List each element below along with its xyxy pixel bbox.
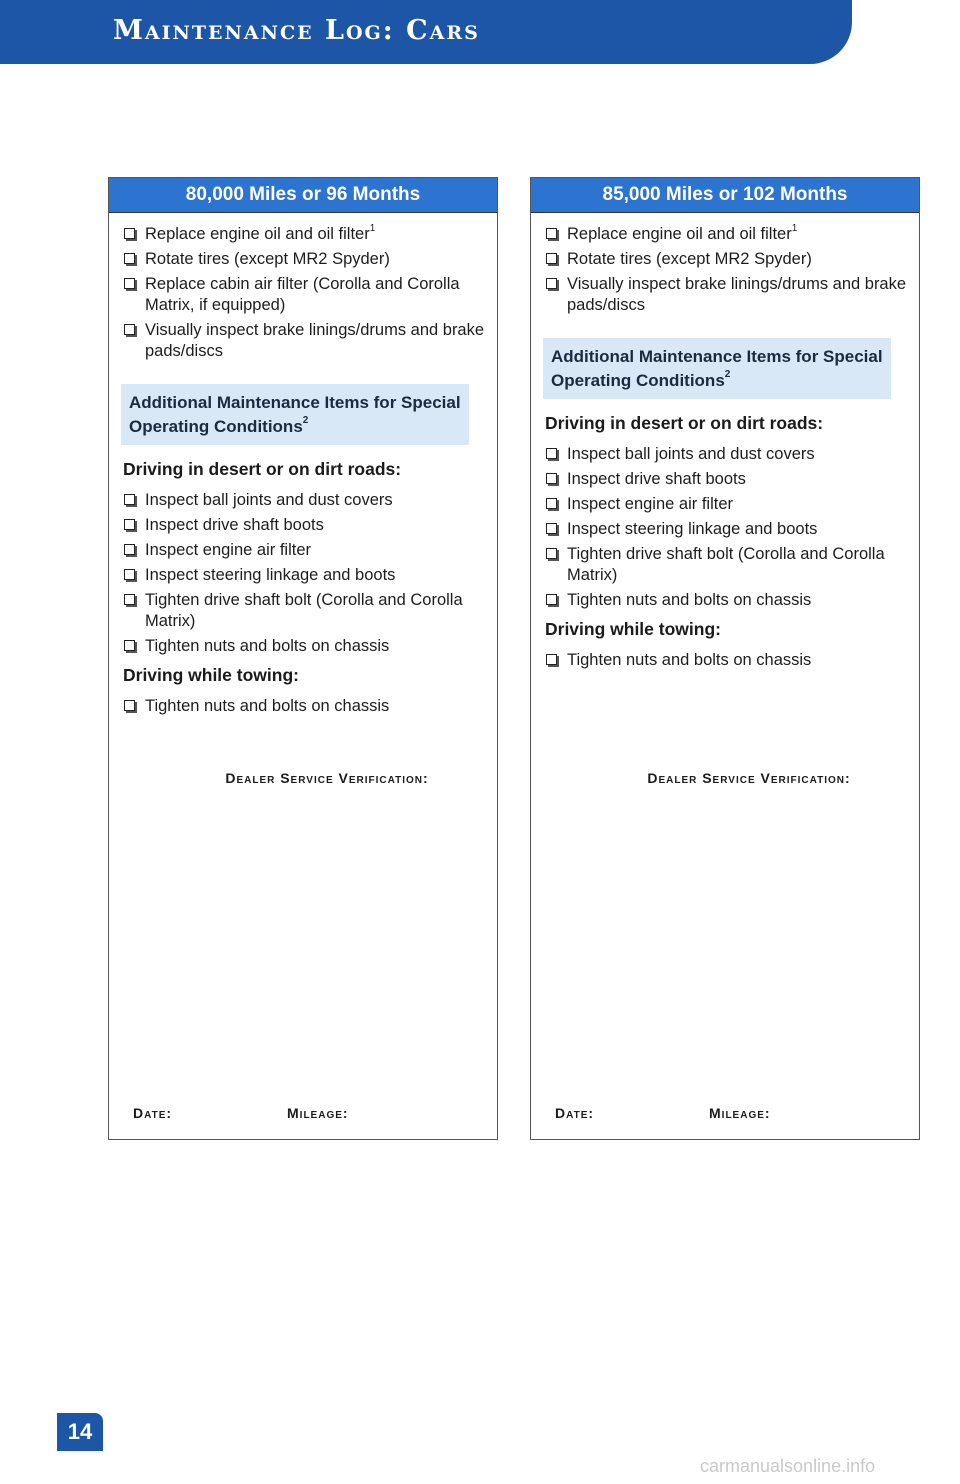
checklist-item-text: Inspect ball joints and dust covers (145, 491, 393, 509)
checkbox[interactable] (124, 324, 135, 335)
special-conditions-title: Additional Maintenance Items for Special Operating Conditions (129, 393, 461, 436)
checkbox[interactable] (124, 569, 135, 580)
checklist-item (545, 469, 909, 490)
checklist-item (123, 590, 487, 632)
checklist-item (545, 519, 909, 540)
checkbox[interactable] (124, 640, 135, 651)
checklist-item-text: Inspect drive shaft boots (145, 516, 324, 534)
towing-checklist (123, 696, 487, 717)
checklist-item (123, 274, 487, 316)
checklist-item-text: Tighten drive shaft bolt (Corolla and Corolla Matrix) (145, 591, 463, 630)
checklist-item-text: Visually inspect brake linings/drums and brake pads/discs (567, 275, 907, 314)
checklist-item (123, 224, 487, 245)
maintenance-card-85000 (530, 177, 920, 1140)
checklist-item (545, 590, 909, 611)
checkbox[interactable] (546, 594, 557, 605)
checklist-item-text: Rotate tires (except MR2 Spyder) (567, 250, 812, 268)
checklist-item-text: Inspect steering linkage and boots (567, 520, 818, 538)
checklist-item (123, 696, 487, 717)
checkbox[interactable] (124, 278, 135, 289)
checkbox[interactable] (124, 494, 135, 505)
page-title: Maintenance Log: Cars (113, 15, 480, 46)
desert-checklist (545, 444, 909, 611)
checkbox[interactable] (546, 654, 557, 665)
checkbox[interactable] (546, 473, 557, 484)
checklist-item-text: Rotate tires (except MR2 Spyder) (145, 250, 390, 268)
towing-heading: Driving while towing: (545, 619, 721, 639)
service-checklist (545, 224, 909, 316)
checklist-item-text: Visually inspect brake linings/drums and brake pads/discs (145, 321, 485, 360)
checklist-item (545, 494, 909, 515)
special-conditions-heading (543, 338, 891, 399)
page-number: 14 (57, 1413, 103, 1451)
checkbox[interactable] (546, 523, 557, 534)
mileage-label: Mileage: (287, 1105, 349, 1121)
card-body (123, 224, 487, 721)
checklist-item (545, 650, 909, 671)
checklist-item-text: Tighten nuts and bolts on chassis (145, 697, 390, 715)
footnote-marker: 2 (302, 415, 309, 427)
checklist-item (545, 274, 909, 316)
checkbox[interactable] (124, 253, 135, 264)
checklist-item-text: Inspect engine air filter (145, 541, 312, 559)
towing-checklist (545, 650, 909, 671)
checklist-item-text: Inspect steering linkage and boots (145, 566, 396, 584)
checkbox[interactable] (546, 253, 557, 264)
checklist-item (123, 490, 487, 511)
checklist-item (123, 249, 487, 270)
card-body (545, 224, 909, 675)
footnote-marker: 1 (791, 222, 798, 234)
mileage-label: Mileage: (709, 1105, 771, 1121)
checklist-item-text: Replace engine oil and oil filter (145, 225, 370, 243)
checklist-item (123, 515, 487, 536)
desert-checklist (123, 490, 487, 657)
checklist-item-text: Replace engine oil and oil filter (567, 225, 792, 243)
checklist-item (545, 249, 909, 270)
checklist-item (123, 565, 487, 586)
card-title: 80,000 Miles or 96 Months (109, 178, 497, 213)
checklist-item-text: Replace cabin air filter (Corolla and Corolla Matrix, if equipped) (145, 275, 460, 314)
checkbox[interactable] (124, 594, 135, 605)
date-label: Date: (133, 1105, 173, 1121)
checklist-item (123, 636, 487, 657)
dealer-verification-label: Dealer Service Verification: (225, 770, 429, 786)
checklist-item (545, 544, 909, 586)
checklist-item (123, 320, 487, 362)
checklist-item (545, 224, 909, 245)
date-label: Date: (555, 1105, 595, 1121)
card-title: 85,000 Miles or 102 Months (531, 178, 919, 213)
checklist-item (545, 444, 909, 465)
watermark: carmanualsonline.info (700, 1456, 876, 1476)
footnote-marker: 2 (724, 369, 731, 381)
service-checklist (123, 224, 487, 362)
checklist-item-text: Inspect drive shaft boots (567, 470, 746, 488)
special-conditions-heading (121, 384, 469, 445)
checkbox[interactable] (124, 544, 135, 555)
checkbox[interactable] (546, 228, 557, 239)
checkbox[interactable] (124, 700, 135, 711)
checkbox[interactable] (546, 548, 557, 559)
checkbox[interactable] (546, 278, 557, 289)
checklist-item (123, 540, 487, 561)
checkbox[interactable] (546, 498, 557, 509)
checklist-item-text: Inspect ball joints and dust covers (567, 445, 815, 463)
checklist-item-text: Tighten nuts and bolts on chassis (567, 591, 812, 609)
header-bar (0, 0, 852, 64)
checklist-item-text: Tighten nuts and bolts on chassis (145, 637, 390, 655)
desert-heading: Driving in desert or on dirt roads: (123, 459, 402, 479)
towing-heading: Driving while towing: (123, 665, 299, 685)
checklist-item-text: Inspect engine air filter (567, 495, 734, 513)
checklist-item-text: Tighten drive shaft bolt (Corolla and Corolla Matrix) (567, 545, 885, 584)
special-conditions-title: Additional Maintenance Items for Special Operating Conditions (551, 347, 883, 390)
maintenance-card-80000 (108, 177, 498, 1140)
desert-heading: Driving in desert or on dirt roads: (545, 413, 824, 433)
checkbox[interactable] (124, 519, 135, 530)
checkbox[interactable] (124, 228, 135, 239)
dealer-verification-label: Dealer Service Verification: (647, 770, 851, 786)
checklist-item-text: Tighten nuts and bolts on chassis (567, 651, 812, 669)
checkbox[interactable] (546, 448, 557, 459)
footnote-marker: 1 (369, 222, 376, 234)
